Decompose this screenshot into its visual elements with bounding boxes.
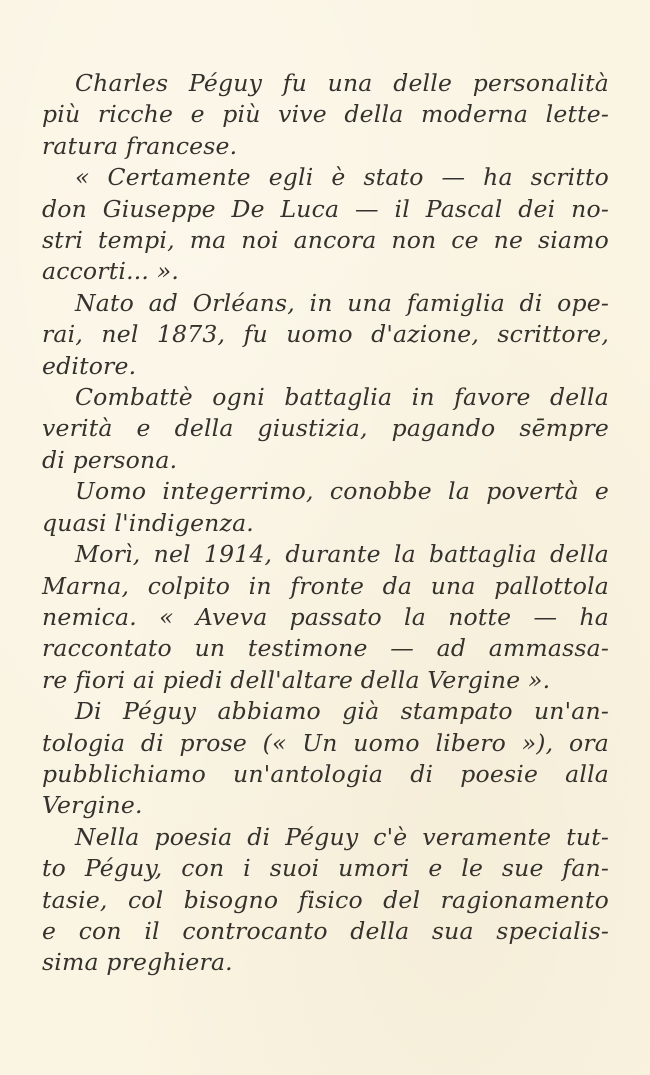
paragraph [42, 68, 609, 162]
text-line: Nato ad Orléans, in una famiglia di ope- [75, 288, 609, 317]
text-line: di persona. [42, 445, 178, 474]
text-line: don Giuseppe De Luca — il Pascal dei no- [42, 194, 609, 223]
text-line: verità e della giustizia, pagando sēmpre [42, 414, 609, 443]
text-line: Nella poesia di Péguy c'è veramente tut- [75, 822, 609, 851]
text-line: pubblichiamo un'antologia di poesie alla [42, 759, 609, 788]
text-line: Marna, colpito in fronte da una pallottola [42, 571, 609, 600]
text-line: più ricche e più vive della moderna lette- [42, 100, 609, 129]
paragraph [42, 696, 609, 822]
text-line: accorti... ». [42, 257, 180, 286]
text-block [42, 68, 609, 979]
paragraph [42, 162, 609, 288]
text-line: Morì, nel 1914, durante la battaglia della [75, 540, 609, 569]
text-line: rai, nel 1873, fu uomo d'azione, scrittore, [42, 320, 609, 349]
paragraph [42, 822, 609, 979]
text-line: tasie, col bisogno fisico del ragionamento [42, 885, 609, 914]
text-line: Combattè ogni battaglia in favore della [75, 383, 609, 412]
text-line: raccontato un testimone — ad ammassa- [42, 634, 609, 663]
text-line: ratura francese. [42, 131, 238, 160]
text-line: Charles Péguy fu una delle personalità [75, 69, 609, 97]
text-line: tologia di prose (« Un uomo libero »), ora [42, 728, 609, 757]
text-line: editore. [42, 351, 137, 380]
text-line: e con il controcanto della sua specialis- [42, 916, 609, 945]
paragraph [42, 382, 609, 476]
paragraph [42, 539, 609, 696]
paragraph [42, 288, 609, 382]
text-line: Vergine. [42, 791, 143, 820]
text-line: « Certamente egli è stato — ha scritto [75, 163, 609, 192]
text-line: Uomo integerrimo, conobbe la povertà e [75, 477, 609, 506]
text-line: nemica. « Aveva passato la notte — ha [42, 602, 609, 631]
text-line: re fiori ai piedi dell'altare della Vergine ». [42, 665, 551, 694]
text-line: Di Péguy abbiamo già stampato un'an- [75, 697, 609, 726]
text-line: quasi l'indigenza. [42, 508, 254, 537]
text-line: sima preghiera. [42, 948, 233, 977]
paragraph [42, 476, 609, 539]
text-line: stri tempi, ma noi ancora non ce ne siamo [42, 226, 609, 255]
text-line: to Péguy, con i suoi umori e le sue fan- [42, 854, 609, 883]
